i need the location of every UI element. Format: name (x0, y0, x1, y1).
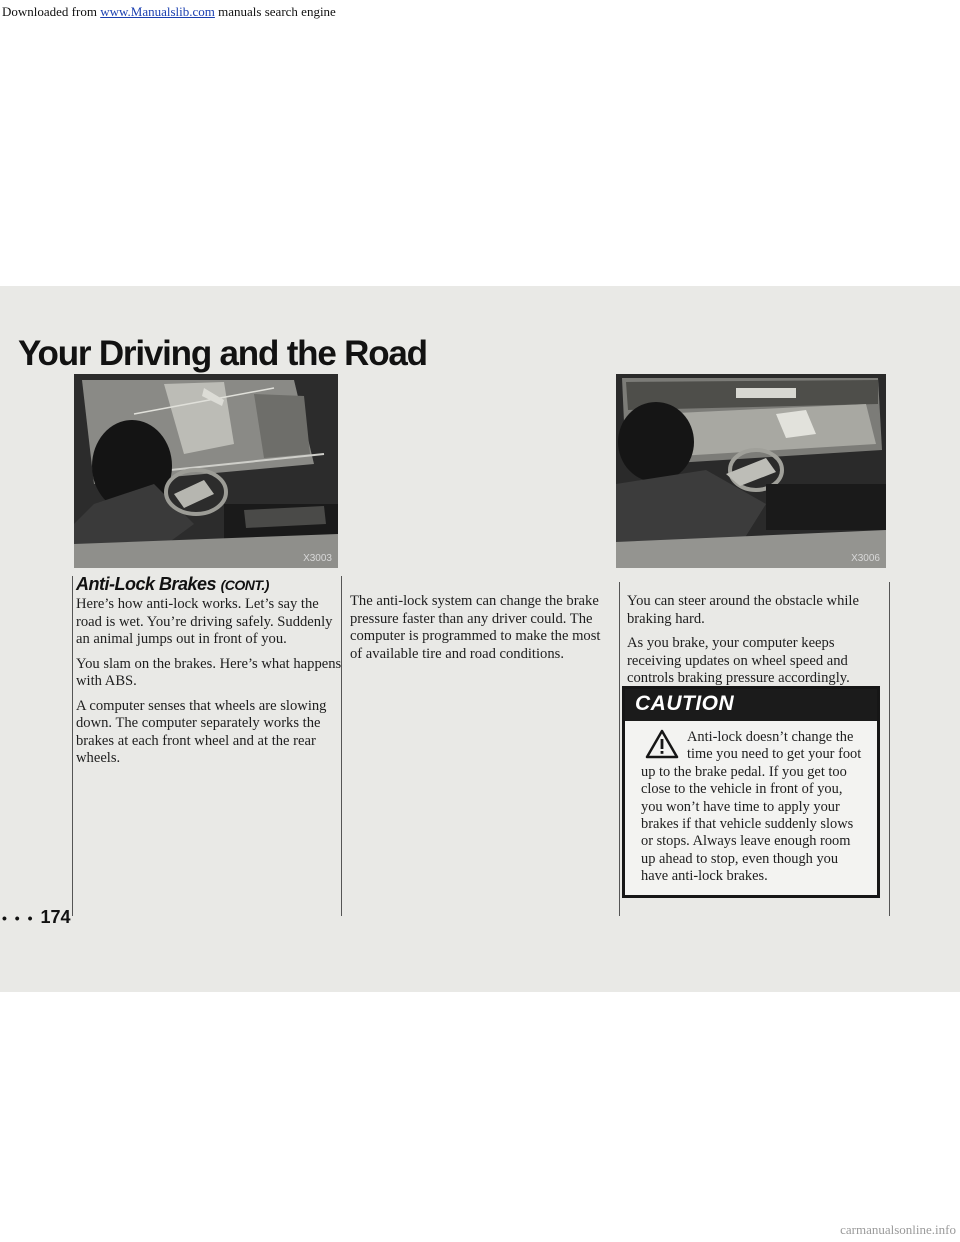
paragraph: You slam on the brakes. Here’s what happens with ABS. (76, 655, 342, 689)
page-number: 174 (40, 907, 71, 927)
banner-suffix: manuals search engine (214, 4, 336, 19)
figure-code: X3003 (303, 553, 332, 564)
page-folio (2, 907, 71, 928)
column-2-text (350, 593, 612, 670)
heading-main: Anti-Lock Brakes (76, 574, 217, 594)
driver-windshield-illustration-1 (74, 374, 338, 568)
caution-box (622, 686, 880, 898)
manual-page (0, 286, 960, 992)
caution-body (625, 721, 877, 886)
figure-code: X3006 (851, 553, 880, 564)
paragraph: You can steer around the obstacle while braking hard. (627, 593, 859, 627)
manualslib-link[interactable]: www.Manualslib.com (100, 4, 215, 19)
watermark: carmanualsonline.info (840, 1222, 956, 1237)
banner-prefix: Downloaded from (2, 4, 101, 19)
column-rule-right-b (889, 582, 890, 916)
folio-dots: • • • (2, 910, 35, 926)
subsection-heading (76, 574, 269, 595)
paragraph: The anti-lock system can change the brake pressure faster than any driver could. The computer is programmed to make the most of available tire and road conditions. (350, 593, 601, 662)
download-banner (0, 0, 960, 22)
paragraph: As you brake, your computer keeps receiving updates on wheel speed and controls braking pressure accordingly. (627, 635, 850, 686)
column-rule-right-a (619, 582, 620, 916)
caution-label: CAUTION (625, 689, 877, 721)
caution-text: Anti-lock doesn’t change the time you need to get your foot up to the brake pedal. If you get too close to the vehicle in front of you, you won’t have time to apply your brakes if that vehicle suddenly slows or stops. Always leave enough room up ahead to stop, even though you have anti-lock brakes. (641, 729, 862, 885)
heading-cont: (CONT.) (220, 577, 269, 593)
warning-triangle-icon (645, 729, 679, 759)
column-rule-left (72, 576, 73, 916)
section-title: Your Driving and the Road (18, 334, 427, 373)
column-3-text (627, 593, 889, 695)
paragraph: A computer senses that wheels are slowing down. The computer separately works the brakes at each front wheel and at the rear wheels. (76, 697, 327, 766)
column-1-text (76, 596, 342, 775)
illustration-driver-steering (616, 374, 886, 568)
illustration-driver-braking (74, 374, 338, 568)
paragraph: Here’s how anti-lock works. Let’s say the road is wet. You’re driving safely. Suddenly an animal jumps out in front of you. (76, 596, 333, 647)
driver-windshield-illustration-2 (616, 374, 886, 568)
